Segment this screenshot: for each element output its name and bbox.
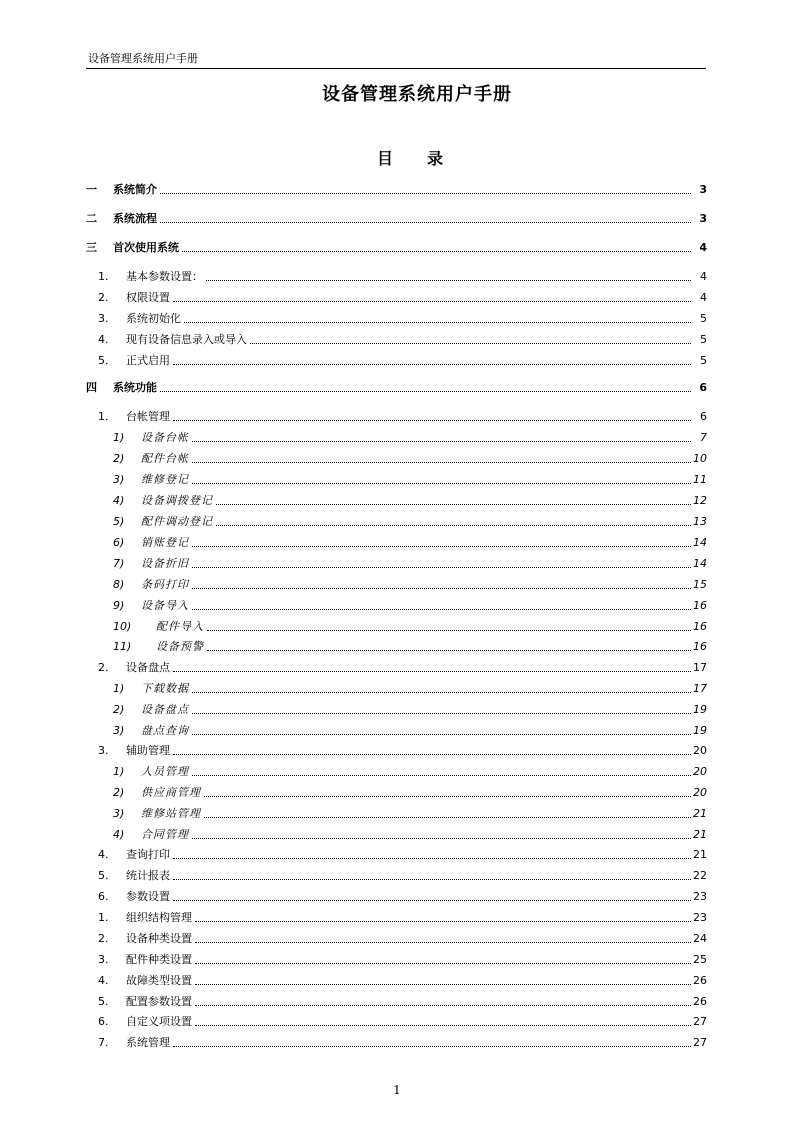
toc-entry[interactable] [86, 763, 707, 779]
toc-entry-page: 19 [693, 703, 707, 716]
toc-dot-leader [216, 524, 691, 526]
toc-entry-title: 正式启用 [126, 354, 170, 367]
toc-dot-leader [195, 1024, 691, 1026]
toc-entry-number: 4) [113, 828, 125, 841]
toc-dot-leader [160, 390, 691, 392]
toc-entry-number: 二 [86, 212, 97, 225]
toc-entry-number: 3) [113, 473, 125, 486]
toc-entry-title: 参数设置 [126, 890, 170, 903]
toc-entry-title: 配置参数设置 [126, 995, 192, 1008]
toc-entry-title: 维修登记 [141, 473, 189, 486]
toc-entry-title: 辅助管理 [126, 744, 170, 757]
toc-entry-page: 7 [700, 431, 707, 444]
toc-dot-leader [182, 250, 691, 252]
toc-entry-number: 4. [98, 333, 109, 346]
toc-dot-leader [204, 816, 691, 818]
toc-entry-number: 6) [113, 536, 125, 549]
toc-heading-char-2: 录 [427, 149, 444, 168]
toc-dot-leader [250, 342, 691, 344]
toc-entry-number: 7. [98, 1036, 109, 1049]
toc-entry-number: 2) [113, 703, 125, 716]
toc-entry-title: 配件调动登记 [141, 515, 213, 528]
toc-entry-title: 设备盘点 [126, 661, 170, 674]
toc-entry-page: 10 [693, 452, 707, 465]
toc-dot-leader [195, 962, 691, 964]
toc-entry-title: 权限设置 [126, 291, 170, 304]
toc-entry-number: 4) [113, 494, 125, 507]
toc-entry[interactable] [86, 239, 707, 255]
toc-entry[interactable] [86, 867, 707, 883]
toc-entry[interactable] [86, 618, 707, 634]
toc-entry[interactable] [86, 930, 707, 946]
toc-entry-number: 5. [98, 869, 109, 882]
toc-entry-number: 5. [98, 354, 109, 367]
toc-entry-page: 3 [699, 212, 707, 225]
toc-entry-number: 四 [86, 381, 97, 394]
toc-entry-number: 9) [113, 599, 125, 612]
toc-entry[interactable] [86, 722, 707, 738]
toc-dot-leader [216, 503, 691, 505]
toc-entry-number: 2) [113, 786, 125, 799]
toc-entry[interactable] [86, 909, 707, 925]
toc-entry-title: 系统功能 [113, 381, 157, 394]
toc-dot-leader [173, 300, 691, 302]
toc-entry-page: 23 [693, 911, 707, 924]
toc-entry[interactable] [86, 972, 707, 988]
toc-entry-number: 1) [113, 682, 125, 695]
toc-entry[interactable] [86, 450, 707, 466]
toc-entry-page: 20 [693, 786, 707, 799]
toc-entry-page: 13 [693, 515, 707, 528]
toc-dot-leader [160, 192, 691, 194]
toc-entry[interactable] [86, 310, 707, 326]
toc-entry-page: 4 [700, 291, 707, 304]
toc-entry[interactable] [86, 951, 707, 967]
toc-entry-page: 23 [693, 890, 707, 903]
toc-entry-page: 4 [699, 241, 707, 254]
toc-entry-page: 15 [693, 578, 707, 591]
toc-dot-leader [192, 733, 691, 735]
toc-dot-leader [192, 440, 691, 442]
toc-entry-page: 6 [700, 410, 707, 423]
toc-heading-char-1: 目 [376, 149, 393, 168]
toc-entry-number: 4. [98, 848, 109, 861]
toc-entry-page: 5 [700, 312, 707, 325]
toc-entry-number: 2) [113, 452, 125, 465]
toc-entry-number: 6. [98, 1015, 109, 1028]
toc-dot-leader [195, 983, 691, 985]
toc-dot-leader [192, 545, 691, 547]
toc-entry[interactable] [86, 1013, 707, 1029]
toc-entry-title: 查询打印 [126, 848, 170, 861]
toc-entry[interactable] [86, 805, 707, 821]
toc-entry-title: 配件导入 [156, 620, 204, 633]
toc-dot-leader [160, 221, 691, 223]
toc-entry-title: 条码打印 [141, 578, 189, 591]
toc-entry-page: 16 [693, 640, 707, 653]
toc-entry-page: 19 [693, 724, 707, 737]
toc-entry-title: 设备种类设置 [126, 932, 192, 945]
toc-dot-leader [173, 670, 691, 672]
toc-entry-page: 20 [693, 765, 707, 778]
toc-dot-leader [195, 941, 691, 943]
toc-entry[interactable] [86, 555, 707, 571]
toc-entry[interactable] [86, 471, 707, 487]
toc-entry-number: 三 [86, 241, 97, 254]
toc-entry-number: 11) [113, 640, 132, 653]
toc-entry[interactable] [86, 492, 707, 508]
toc-heading [0, 146, 794, 169]
toc-entry-page: 12 [693, 494, 707, 507]
toc-entry[interactable] [86, 289, 707, 305]
toc-entry-number: 5. [98, 995, 109, 1008]
toc-entry-number: 3. [98, 744, 109, 757]
toc-entry[interactable] [86, 638, 707, 654]
toc-entry-title: 合同管理 [141, 828, 189, 841]
toc-entry-title: 配件台帐 [141, 452, 189, 465]
toc-entry-page: 16 [693, 620, 707, 633]
toc-dot-leader [192, 774, 691, 776]
toc-entry-page: 14 [693, 536, 707, 549]
toc-entry-number: 2. [98, 291, 109, 304]
toc-entry-page: 4 [700, 270, 707, 283]
toc-dot-leader [195, 920, 691, 922]
toc-entry-number: 1) [113, 431, 125, 444]
toc-dot-leader [192, 691, 691, 693]
document-title: 设备管理系统用户手册 [322, 84, 512, 105]
toc-dot-leader [195, 1004, 691, 1006]
toc-entry-page: 24 [693, 932, 707, 945]
toc-entry[interactable] [86, 331, 707, 347]
toc-entry-title: 现有设备信息录入或导入 [126, 333, 247, 346]
toc-entry-page: 17 [693, 661, 707, 674]
toc-entry-page: 14 [693, 557, 707, 570]
toc-entry[interactable] [86, 576, 707, 592]
toc-entry-page: 21 [693, 828, 707, 841]
toc-entry[interactable] [86, 268, 707, 284]
toc-entry-page: 22 [693, 869, 707, 882]
toc-entry-page: 26 [693, 995, 707, 1008]
toc-entry-title: 系统管理 [126, 1036, 170, 1049]
toc-entry-title: 系统流程 [113, 212, 157, 225]
running-header: 设备管理系统用户手册 [88, 52, 198, 65]
toc-dot-leader [173, 899, 691, 901]
toc-entry-page: 21 [693, 848, 707, 861]
toc-entry[interactable] [86, 742, 707, 758]
toc-dot-leader [192, 482, 691, 484]
toc-entry-page: 26 [693, 974, 707, 987]
toc-entry-number: 4. [98, 974, 109, 987]
toc-entry[interactable] [86, 680, 707, 696]
toc-entry-number: 10) [113, 620, 132, 633]
toc-entry[interactable] [86, 1034, 707, 1050]
toc-entry-page: 16 [693, 599, 707, 612]
toc-entry-number: 一 [86, 183, 97, 196]
toc-entry-title: 组织结构管理 [126, 911, 192, 924]
toc-dot-leader [192, 712, 691, 714]
toc-entry-title: 自定义项设置 [126, 1015, 192, 1028]
toc-entry-number: 7) [113, 557, 125, 570]
toc-entry-title: 人员管理 [141, 765, 189, 778]
toc-entry-page: 20 [693, 744, 707, 757]
toc-entry-title: 系统初始化 [126, 312, 181, 325]
toc-dot-leader [192, 608, 691, 610]
toc-entry-page: 3 [699, 183, 707, 196]
toc-entry[interactable] [86, 513, 707, 529]
toc-entry[interactable] [86, 597, 707, 613]
toc-entry-number: 1. [98, 911, 109, 924]
toc-entry-number: 3. [98, 953, 109, 966]
toc-entry-title: 设备预警 [156, 640, 204, 653]
toc-entry-number: 2. [98, 661, 109, 674]
toc-entry-title: 设备盘点 [141, 703, 189, 716]
toc-entry-title: 设备折旧 [141, 557, 189, 570]
toc-dot-leader [192, 837, 691, 839]
toc-dot-leader [173, 857, 691, 859]
toc-entry-number: 5) [113, 515, 125, 528]
toc-entry[interactable] [86, 181, 707, 197]
toc-entry[interactable] [86, 701, 707, 717]
toc-entry-title: 供应商管理 [141, 786, 201, 799]
toc-entry-title: 销账登记 [141, 536, 189, 549]
toc-dot-leader [206, 279, 691, 281]
toc-entry[interactable] [86, 429, 707, 445]
toc-entry-title: 首次使用系统 [113, 241, 179, 254]
toc-entry-number: 1) [113, 765, 125, 778]
toc-dot-leader [173, 419, 691, 421]
toc-entry-page: 6 [699, 381, 707, 394]
toc-entry-title: 设备台帐 [141, 431, 189, 444]
toc-dot-leader [192, 566, 691, 568]
toc-entry-page: 21 [693, 807, 707, 820]
toc-dot-leader [192, 461, 691, 463]
toc-entry[interactable] [86, 826, 707, 842]
toc-entry-number: 2. [98, 932, 109, 945]
toc-dot-leader [173, 878, 691, 880]
toc-entry-title: 统计报表 [126, 869, 170, 882]
toc-entry-title: 下载数据 [141, 682, 189, 695]
toc-entry-page: 27 [693, 1036, 707, 1049]
toc-entry-page: 5 [700, 333, 707, 346]
toc-dot-leader [184, 321, 691, 323]
toc-entry-page: 27 [693, 1015, 707, 1028]
toc-entry[interactable] [86, 993, 707, 1009]
toc-entry[interactable] [86, 210, 707, 226]
toc-dot-leader [192, 587, 691, 589]
toc-entry-title: 盘点查询 [141, 724, 189, 737]
toc-entry-title: 故障类型设置 [126, 974, 192, 987]
header-rule [86, 68, 706, 69]
toc-entry-number: 1. [98, 410, 109, 423]
toc-dot-leader [173, 363, 691, 365]
toc-dot-leader [173, 1045, 691, 1047]
toc-entry-title: 台帐管理 [126, 410, 170, 423]
toc-entry-number: 6. [98, 890, 109, 903]
toc-entry-number: 3) [113, 807, 125, 820]
toc-entry-title: 系统简介 [113, 183, 157, 196]
toc-entry-page: 25 [693, 953, 707, 966]
toc-entry-page: 11 [693, 473, 707, 486]
toc-entry-title: 设备导入 [141, 599, 189, 612]
toc-entry-title: 设备调拨登记 [141, 494, 213, 507]
toc-entry-number: 1. [98, 270, 109, 283]
toc-entry[interactable] [86, 846, 707, 862]
toc-entry[interactable] [86, 352, 707, 368]
toc-dot-leader [173, 753, 691, 755]
toc-dot-leader [207, 649, 691, 651]
toc-dot-leader [204, 795, 691, 797]
toc-entry-number: 3) [113, 724, 125, 737]
toc-entry[interactable] [86, 659, 707, 675]
toc-entry-title: 基本参数设置： [126, 270, 203, 283]
toc-entry[interactable] [86, 379, 707, 395]
toc-entry-page: 17 [693, 682, 707, 695]
page-number: 1 [393, 1083, 401, 1097]
toc-entry-page: 5 [700, 354, 707, 367]
toc-entry-number: 8) [113, 578, 125, 591]
toc-entry-number: 3. [98, 312, 109, 325]
toc-entry-title: 配件种类设置 [126, 953, 192, 966]
toc-dot-leader [207, 629, 691, 631]
toc-entry[interactable] [86, 408, 707, 424]
toc-entry[interactable] [86, 784, 707, 800]
toc-entry[interactable] [86, 534, 707, 550]
toc-entry-title: 维修站管理 [141, 807, 201, 820]
toc-entry[interactable] [86, 888, 707, 904]
